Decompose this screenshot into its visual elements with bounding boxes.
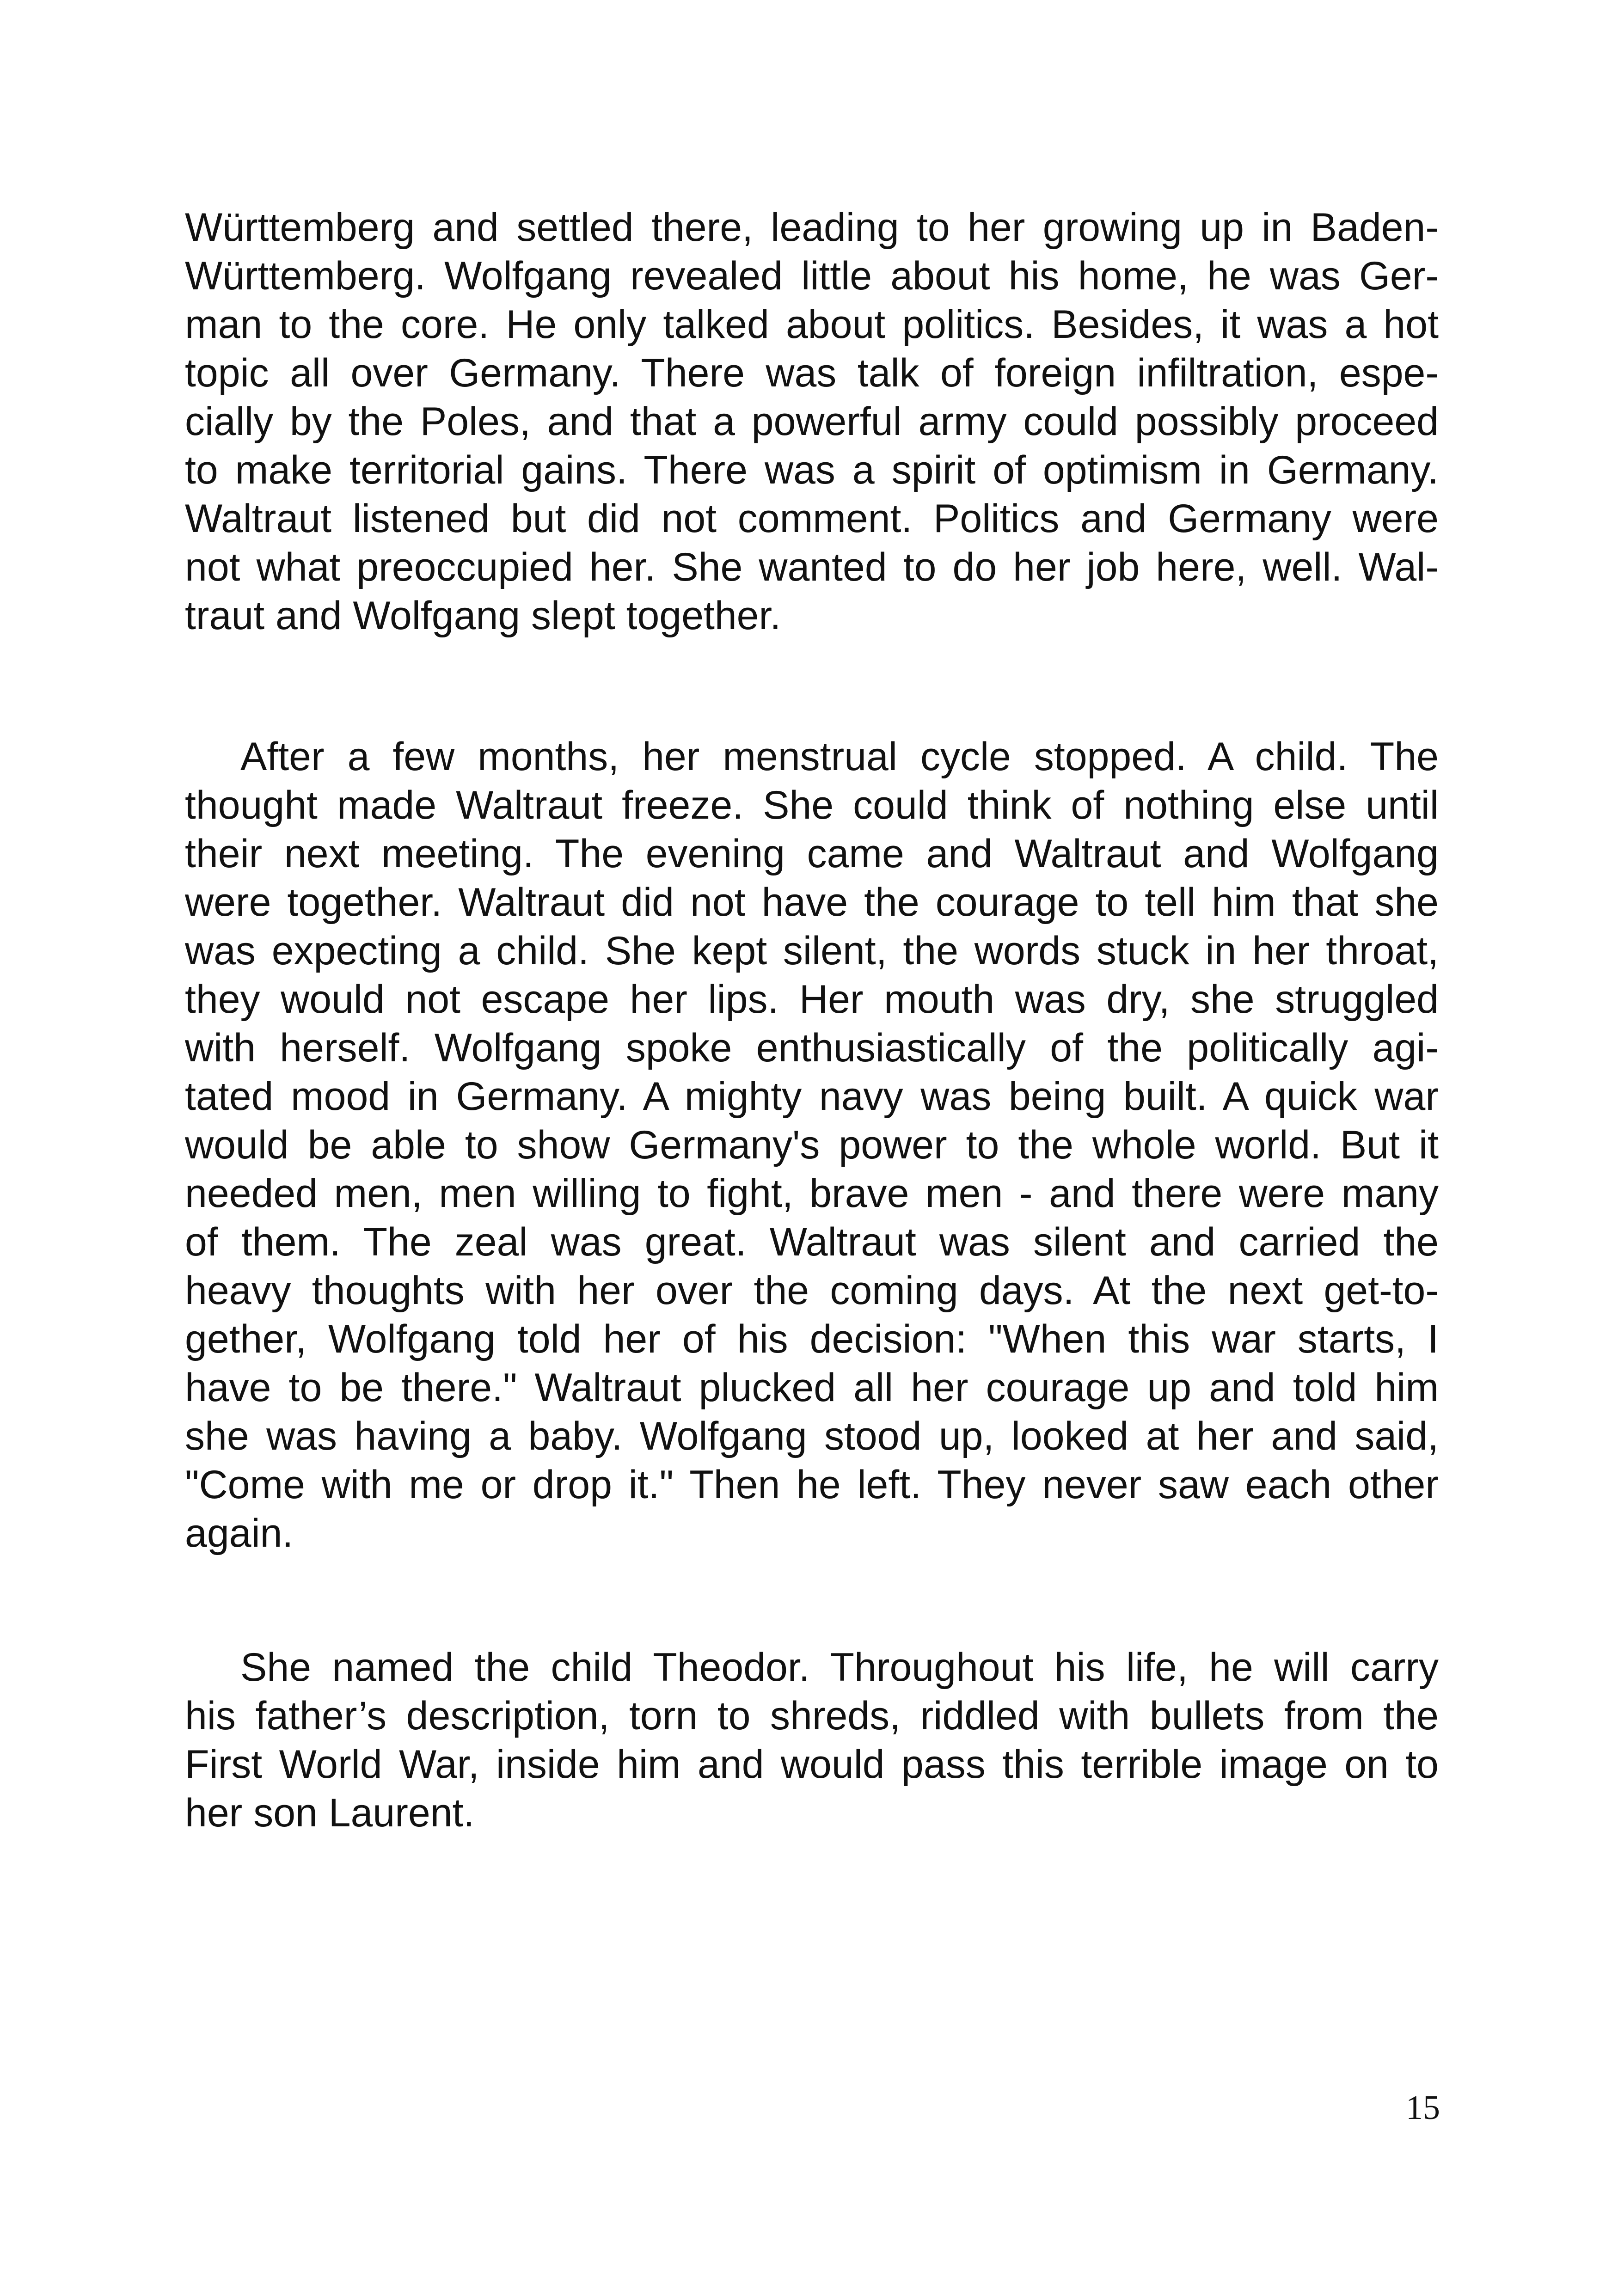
paragraph-line: were together. Waltraut did not have the courage to tell him that she: [185, 880, 1439, 925]
paragraph-1: [185, 203, 1439, 640]
paragraph-line: gether, Wolfgang told her of his decision: "When this war starts, I: [185, 1317, 1439, 1361]
paragraph-line: She named the child Theodor. Throughout his life, he will carry: [240, 1645, 1439, 1690]
paragraph-line: cially by the Poles, and that a powerful army could possibly proceed: [185, 399, 1439, 444]
paragraph-line: not what preoccupied her. She wanted to do her job here, well. Wal-: [185, 545, 1439, 589]
paragraph-line: would be able to show Germany's power to the whole world. But it: [185, 1123, 1439, 1167]
paragraph-line: heavy thoughts with her over the coming days. At the next get-to-: [185, 1268, 1439, 1313]
paragraph-line: her son Laurent.: [185, 1791, 475, 1835]
paragraph-line: "Come with me or drop it." Then he left. They never saw each other: [185, 1463, 1439, 1507]
paragraph-line: with herself. Wolfgang spoke enthusiastically of the politically agi-: [185, 1026, 1439, 1070]
paragraph-line: Waltraut listened but did not comment. Politics and Germany were: [185, 496, 1439, 541]
paragraph-line: man to the core. He only talked about politics. Besides, it was a hot: [185, 302, 1439, 347]
paragraph-line: of them. The zeal was great. Waltraut was silent and carried the: [185, 1220, 1439, 1264]
paragraph-line: needed men, men willing to fight, brave men - and there were many: [185, 1171, 1439, 1216]
paragraph-line: again.: [185, 1511, 294, 1555]
paragraph-line: to make territorial gains. There was a spirit of optimism in Germany.: [185, 448, 1439, 492]
paragraph-line: Württemberg. Wolfgang revealed little about his home, he was Ger-: [185, 254, 1439, 298]
paragraph-line: their next meeting. The evening came and Waltraut and Wolfgang: [185, 832, 1439, 876]
page-number: 15: [1406, 2089, 1440, 2127]
paragraph-line: they would not escape her lips. Her mouth was dry, she struggled: [185, 977, 1439, 1022]
paragraph-line: his father’s description, torn to shreds, riddled with bullets from the: [185, 1694, 1439, 1738]
paragraph-line: Württemberg and settled there, leading to her growing up in Baden-: [185, 205, 1439, 250]
paragraph-line: topic all over Germany. There was talk of foreign infiltration, espe-: [185, 351, 1439, 395]
paragraph-3: [185, 1643, 1439, 1837]
paragraph-line: traut and Wolfgang slept together.: [185, 594, 781, 638]
paragraph-line: After a few months, her menstrual cycle stopped. A child. The: [240, 735, 1439, 779]
paragraph-line: tated mood in Germany. A mighty navy was being built. A quick war: [185, 1074, 1439, 1119]
paragraph-line: she was having a baby. Wolfgang stood up, looked at her and said,: [185, 1414, 1439, 1458]
paragraph-line: was expecting a child. She kept silent, the words stuck in her throat,: [185, 929, 1439, 973]
paragraph-line: thought made Waltraut freeze. She could think of nothing else until: [185, 783, 1439, 827]
paragraph-2: [185, 733, 1439, 1558]
paragraph-line: have to be there." Waltraut plucked all her courage up and told him: [185, 1365, 1439, 1410]
paragraph-line: First World War, inside him and would pass this terrible image on to: [185, 1742, 1439, 1787]
